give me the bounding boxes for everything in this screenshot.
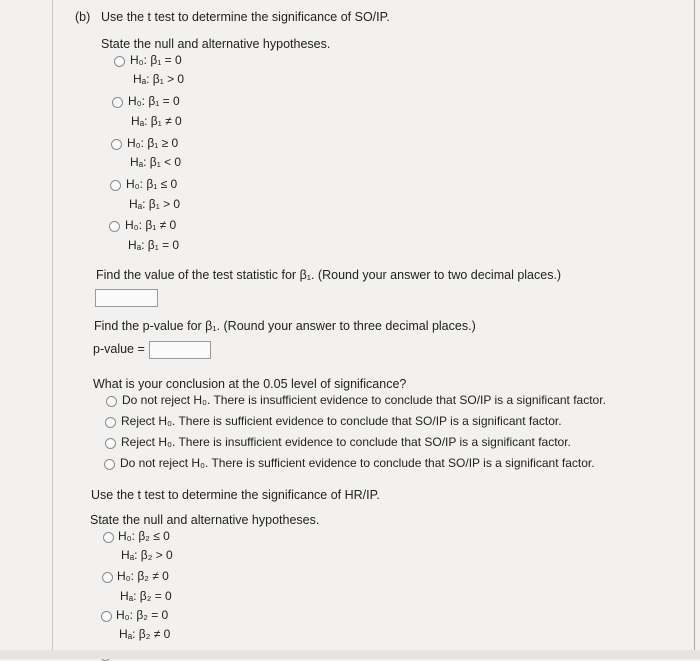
so-ip-option-5-radio[interactable] bbox=[109, 221, 120, 232]
so-ip-option-2-h0: H₀: β₁ = 0 bbox=[128, 94, 180, 108]
conclusion-4-label: Do not reject H₀. There is sufficient evidence to conclude that SO/IP is a significant factor. bbox=[120, 456, 595, 470]
conclusion-3-label: Reject H₀. There is insufficient evidence to conclude that SO/IP is a significant factor. bbox=[121, 435, 571, 449]
hr-ip-option-1-ha: Hₐ: β₂ > 0 bbox=[121, 548, 173, 562]
test-statistic-input[interactable] bbox=[95, 289, 158, 307]
hr-ip-title: Use the t test to determine the significance of HR/IP. bbox=[91, 488, 380, 502]
part-title: Use the t test to determine the significance of SO/IP. bbox=[101, 10, 390, 24]
so-ip-option-2-radio[interactable] bbox=[112, 97, 123, 108]
hr-ip-option-1-radio[interactable] bbox=[103, 532, 114, 543]
hr-ip-option-3-h0: H₀: β₂ = 0 bbox=[116, 608, 169, 622]
so-ip-option-4-radio[interactable] bbox=[110, 180, 121, 191]
so-ip-hyp-prompt: State the null and alternative hypotheses. bbox=[101, 37, 331, 51]
so-ip-option-4-h0: H₀: β₁ ≤ 0 bbox=[126, 177, 178, 191]
hr-ip-option-2-h0: H₀: β₂ ≠ 0 bbox=[117, 569, 169, 583]
pvalue-prompt: Find the p-value for β₁. (Round your answer to three decimal places.) bbox=[94, 319, 476, 333]
bottom-strip bbox=[0, 650, 700, 659]
so-ip-option-2-ha: Hₐ: β₁ ≠ 0 bbox=[131, 114, 182, 128]
conclusion-2-radio[interactable] bbox=[105, 417, 116, 428]
left-border bbox=[52, 0, 53, 659]
so-ip-option-1-ha: Hₐ: β₁ > 0 bbox=[133, 72, 185, 86]
right-border bbox=[694, 0, 695, 659]
conclusion-1-label: Do not reject H₀. There is insufficient evidence to conclude that SO/IP is a significant factor. bbox=[122, 393, 606, 407]
hr-ip-option-2-ha: Hₐ: β₂ = 0 bbox=[120, 589, 172, 603]
so-ip-option-3-radio[interactable] bbox=[111, 139, 122, 150]
conclusion-4-radio[interactable] bbox=[104, 459, 115, 470]
conclusion-1-radio[interactable] bbox=[106, 396, 117, 407]
hr-ip-option-1-h0: H₀: β₂ ≤ 0 bbox=[118, 529, 170, 543]
conclusion-3-radio[interactable] bbox=[105, 438, 116, 449]
hr-ip-option-3-ha: Hₐ: β₂ ≠ 0 bbox=[119, 627, 171, 641]
hr-ip-option-2-radio[interactable] bbox=[102, 572, 113, 583]
so-ip-option-5-ha: Hₐ: β₁ = 0 bbox=[128, 238, 180, 252]
so-ip-option-3-h0: H₀: β₁ ≥ 0 bbox=[127, 136, 179, 150]
so-ip-option-1-h0: H₀: β₁ = 0 bbox=[130, 53, 182, 67]
so-ip-option-5-h0: H₀: β₁ ≠ 0 bbox=[125, 218, 177, 232]
hr-ip-hyp-prompt: State the null and alternative hypotheses. bbox=[90, 513, 320, 527]
conclusion-2-label: Reject H₀. There is sufficient evidence to conclude that SO/IP is a significant factor. bbox=[121, 414, 562, 428]
so-ip-option-1-radio[interactable] bbox=[114, 56, 125, 67]
so-ip-option-4-ha: Hₐ: β₁ > 0 bbox=[129, 197, 181, 211]
so-ip-option-3-ha: Hₐ: β₁ < 0 bbox=[130, 155, 182, 169]
conclusion-prompt: What is your conclusion at the 0.05 level of significance? bbox=[93, 377, 407, 391]
hr-ip-option-3-radio[interactable] bbox=[101, 611, 112, 622]
pvalue-label: p-value = bbox=[93, 342, 145, 356]
part-label: (b) bbox=[75, 10, 91, 24]
stat-prompt: Find the value of the test statistic for β₁. (Round your answer to two decimal places.) bbox=[96, 268, 562, 282]
pvalue-input[interactable] bbox=[149, 341, 211, 359]
